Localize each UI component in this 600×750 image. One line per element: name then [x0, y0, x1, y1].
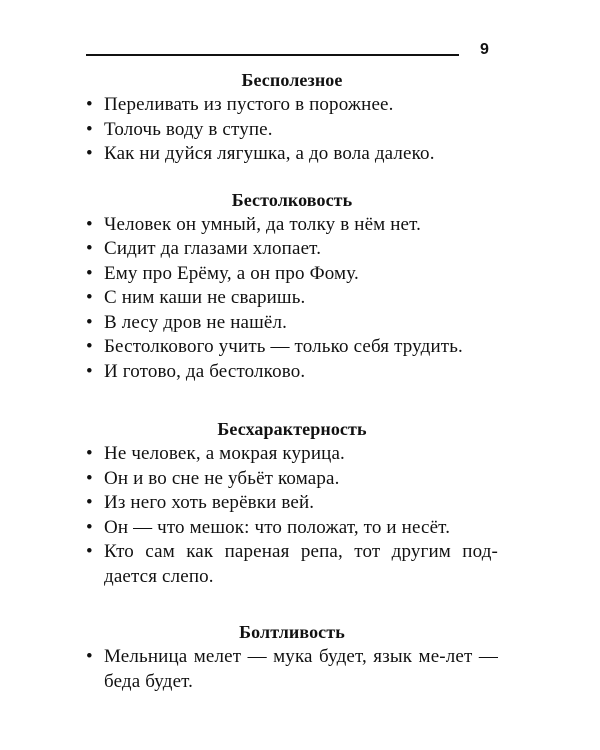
list-item: [86, 491, 498, 516]
section-senselessness: [86, 188, 498, 385]
proverb-list: [86, 645, 498, 694]
bullet-icon: •: [86, 492, 93, 513]
section-title: Бесхарактерность: [217, 419, 367, 439]
section-talkativeness: [86, 620, 498, 694]
proverb-text: Кто сам как пареная репа, тот другим под-дается слепо.: [104, 541, 498, 587]
proverb-text: Из него хоть верёвки вей.: [104, 492, 315, 513]
proverb-list: [86, 442, 498, 589]
list-item: [86, 540, 498, 589]
proverb-text: Толочь воду в ступе.: [104, 118, 273, 140]
bullet-icon: •: [86, 287, 93, 308]
section-title: Болтливость: [239, 622, 345, 642]
list-item: [86, 335, 498, 360]
header-rule: [86, 54, 459, 56]
section-spinelessness: [86, 417, 498, 589]
bullet-icon: •: [86, 118, 93, 140]
list-item: [86, 93, 498, 118]
section-useless: [86, 68, 498, 167]
list-item: [86, 467, 498, 492]
list-item: [86, 286, 498, 311]
bullet-icon: •: [86, 262, 93, 284]
list-item: [86, 142, 498, 167]
proverb-text: Как ни дуйся лягушка, а до вола далеко.: [104, 143, 435, 164]
proverb-text: В лесу дров не нашёл.: [104, 311, 288, 333]
bullet-icon: •: [86, 360, 93, 382]
bullet-icon: •: [86, 213, 93, 235]
bullet-icon: •: [86, 311, 93, 333]
list-item: [86, 237, 498, 262]
list-item: [86, 360, 498, 385]
proverb-text: И готово, да бестолково.: [104, 360, 306, 382]
section-title: Бесполезное: [241, 70, 343, 90]
bullet-icon: •: [86, 443, 93, 464]
proverb-list: [86, 93, 498, 167]
list-item: [86, 262, 498, 287]
page-content: [86, 68, 498, 694]
bullet-icon: •: [86, 143, 93, 164]
proverb-text: Бестолкового учить — только себя трудить.: [104, 336, 463, 357]
bullet-icon: •: [86, 541, 93, 562]
proverb-text: Переливать из пустого в порожнее.: [104, 94, 394, 115]
bullet-icon: •: [86, 467, 93, 489]
proverb-text: Сидит да глазами хлопает.: [104, 238, 322, 259]
list-item: [86, 442, 498, 467]
section-title: Бестолковость: [231, 189, 353, 210]
list-item: [86, 516, 498, 541]
proverb-text: С ним каши не сваришь.: [104, 287, 306, 308]
page-number: 9: [480, 41, 489, 58]
list-item: [86, 645, 498, 694]
proverb-text: Он и во сне не убьёт комара.: [104, 467, 340, 489]
bullet-icon: •: [86, 238, 93, 259]
bullet-icon: •: [86, 646, 93, 667]
proverb-list: [86, 213, 498, 385]
list-item: [86, 213, 498, 238]
proverb-text: Не человек, а мокрая курица.: [104, 443, 345, 464]
bullet-icon: •: [86, 94, 93, 115]
list-item: [86, 311, 498, 336]
list-item: [86, 118, 498, 143]
bullet-icon: •: [86, 516, 93, 538]
proverb-text: Мельница мелет — мука будет, язык ме-лет — беда будет.: [104, 646, 498, 692]
bullet-icon: •: [86, 336, 93, 357]
proverb-text: Ему про Ерёму, а он про Фому.: [104, 262, 359, 284]
proverb-text: Он — что мешок: что положат, то и несёт.: [104, 516, 451, 538]
proverb-text: Человек он умный, да толку в нём нет.: [104, 213, 422, 235]
